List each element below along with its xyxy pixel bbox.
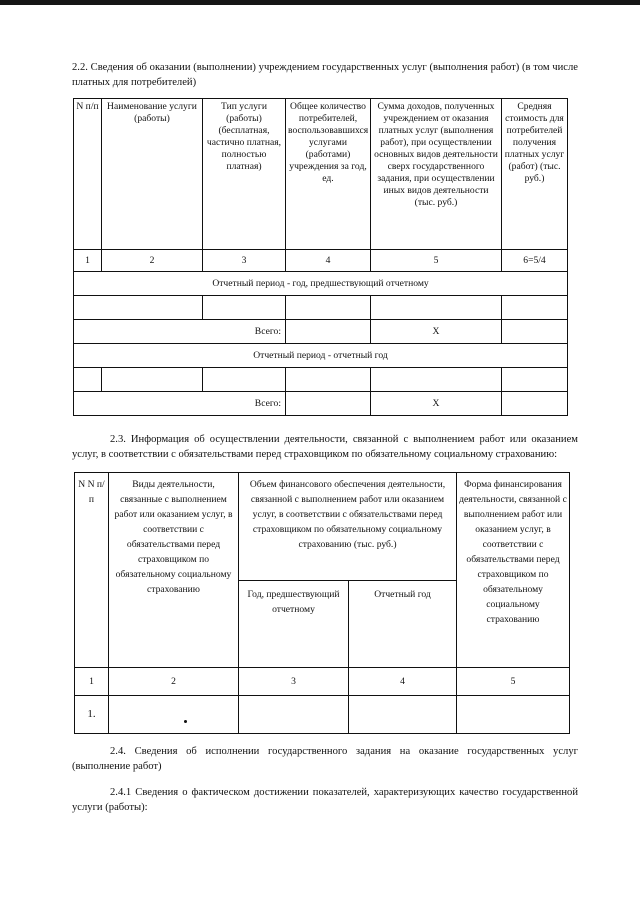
header-num: N п/п: [74, 99, 102, 250]
empty-cell: [502, 368, 568, 392]
social-insurance-table: [74, 472, 570, 734]
section-2-4-heading: 2.4. Сведения об исполнении государственного задания на оказание государственных услуг (выполнение работ): [72, 746, 578, 772]
empty-cell: [74, 296, 203, 320]
col-number: 5: [457, 668, 570, 696]
col-number: 2: [102, 250, 203, 272]
period-current-row: Отчетный период - отчетный год: [74, 344, 568, 368]
empty-cell: [203, 368, 286, 392]
total-mark: X: [371, 392, 502, 416]
header-consumers-count: Общее количество потребителей, воспользовавшихся услугами (работами) учреждения за год, ед.: [286, 99, 371, 250]
header-report-year: Отчетный год: [349, 581, 457, 668]
empty-cell: [371, 296, 502, 320]
col-number: 4: [286, 250, 371, 272]
empty-cell: [239, 696, 349, 734]
empty-cell: [371, 368, 502, 392]
col-number: 4: [349, 668, 457, 696]
col-number: 1: [75, 668, 109, 696]
row-number: 1.: [75, 696, 109, 734]
scan-dot: [184, 720, 187, 723]
total-label: Всего:: [74, 392, 286, 416]
empty-cell: [109, 696, 239, 734]
col-number: 3: [239, 668, 349, 696]
empty-cell: [203, 296, 286, 320]
header-average-cost: Средняя стоимость для потребителей получения платных услуг (работ) (тыс. руб.): [502, 99, 568, 250]
header-num: N N п/п: [75, 473, 109, 668]
header-service-type: Тип услуги (работы) (бесплатная, частично платная, полностью платная): [203, 99, 286, 250]
empty-cell: [349, 696, 457, 734]
col-number: 3: [203, 250, 286, 272]
col-number: 5: [371, 250, 502, 272]
header-activity-kinds: Виды деятельности, связанные с выполнением работ или оказанием услуг, в соответствии с обязательствами перед страховщиком по обязательному социальному страхованию: [109, 473, 239, 668]
section-2-3-heading: 2.3. Информация об осуществлении деятельности, связанной с выполнением работ или оказанием услуг, в соответствии с обязательствами перед страховщиком по обязательному социальному страхованию:: [72, 434, 578, 460]
empty-cell: [102, 368, 203, 392]
scan-top-border: [0, 0, 640, 5]
total-label: Всего:: [74, 320, 286, 344]
empty-cell: [286, 368, 371, 392]
empty-cell: [286, 296, 371, 320]
col-number: 6=5/4: [502, 250, 568, 272]
header-funding-form: Форма финансирования деятельности, связанной с выполнением работ или оказанием услуг, в соответствии с обязательствами перед страховщиком по обязательному социальному страхованию: [457, 473, 570, 668]
empty-cell: [286, 392, 371, 416]
empty-cell: [74, 368, 102, 392]
empty-cell: [502, 296, 568, 320]
col-number: 2: [109, 668, 239, 696]
section-2-2-heading: 2.2. Сведения об оказании (выполнении) учреждением государственных услуг (выполнения работ) (в том числе платных для потребителей): [72, 62, 578, 88]
empty-cell: [457, 696, 570, 734]
empty-cell: [502, 320, 568, 344]
empty-cell: [502, 392, 568, 416]
header-income-sum: Сумма доходов, полученных учреждением от оказания платных услуг (выполнения работ), при осуществлении основных видов деятельности сверх государственного задания, при осуществлении иных видов деятельности (тыс. руб.): [371, 99, 502, 250]
empty-cell: [286, 320, 371, 344]
total-mark: X: [371, 320, 502, 344]
period-prev-row: Отчетный период - год, предшествующий отчетному: [74, 272, 568, 296]
header-funding-volume: Объем финансового обеспечения деятельности, связанной с выполнением работ или оказанием услуг, в соответствии с обязательствами перед страховщиком по обязательному социальному страхованию (тыс. руб.): [239, 473, 457, 581]
col-number: 1: [74, 250, 102, 272]
header-prev-year: Год, предшествующий отчетному: [239, 581, 349, 668]
section-2-4-1-heading: 2.4.1 Сведения о фактическом достижении показателей, характеризующих качество государственной услуги (работы):: [72, 787, 578, 813]
header-service-name: Наименование услуги (работы): [102, 99, 203, 250]
paid-services-table: [73, 98, 568, 416]
